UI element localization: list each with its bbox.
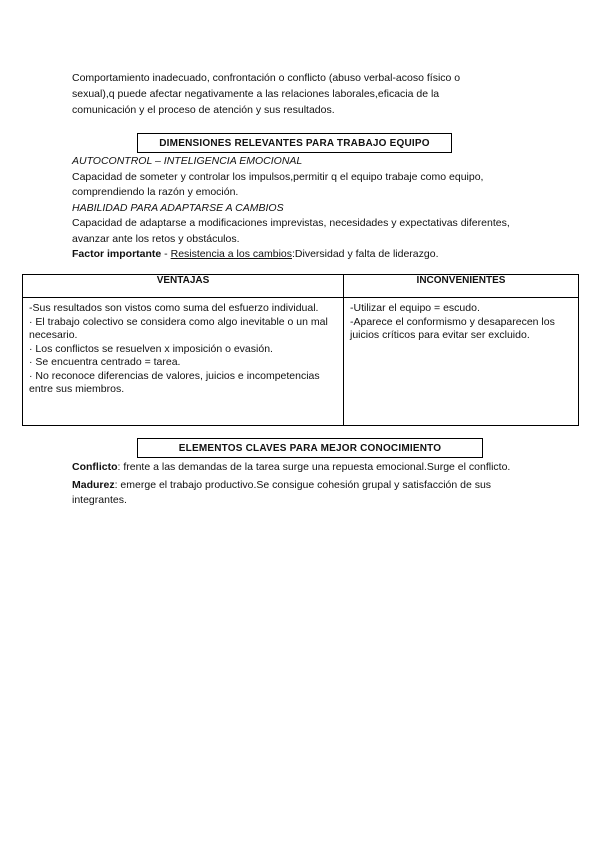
factor-underlined: Resistencia a los cambios [170,248,292,260]
inconvenientes-cell [344,298,579,426]
list-item: · Los conflictos se resuelven x imposición o evasión. [29,342,273,355]
inconvenientes-list [350,302,574,343]
conflicto-text: : frente a las demandas de la tarea surge una repuesta emocional.Surge el conflicto. [117,461,511,473]
conflicto-label: Conflicto [72,461,118,473]
header-inconvenientes: INCONVENIENTES [344,275,579,298]
factor-separator: - [161,248,171,260]
ventajas-inconvenientes-table [22,274,579,426]
list-item: · No reconoce diferencias de valores, juicios e incompetencias entre sus miembros. [29,369,320,395]
intro-paragraph: Comportamiento inadecuado, confrontación o conflicto (abuso verbal-acoso físico o sexual),q puede afectar negativamente a las relaciones laborales,eficacia de la comunicación y el proceso de atención y sus resultados. [72,72,461,116]
table-row [23,298,579,426]
list-item: · Se encuentra centrado = tarea. [29,356,181,368]
autocontrol-text: Capacidad de someter y controlar los impulsos,permitir q el equipo trabaje como equipo, comprendiendo la razón y emoción. [72,170,484,198]
list-item: -Aparece el conformismo y desaparecen los juicios críticos para evitar ser excluido. [350,315,555,341]
table-header-row [23,275,579,298]
list-item: · El trabajo colectivo se considera como algo inevitable o un mal necesario. [29,315,328,341]
list-item: -Utilizar el equipo = escudo. [350,302,480,314]
conflicto-paragraph [72,460,522,476]
madurez-text: : emerge el trabajo productivo.Se consigue cohesión grupal y satisfacción de sus integrantes. [72,478,492,506]
ventajas-cell [23,298,344,426]
madurez-paragraph [72,478,522,509]
section-title-elementos: ELEMENTOS CLAVES PARA MEJOR CONOCIMIENTO [137,438,483,458]
ventajas-list [29,302,339,397]
factor-line [72,247,532,263]
subheading-autocontrol: AUTOCONTROL – INTELIGENCIA EMOCIONAL [72,155,303,167]
subheading-habilidad: HABILIDAD PARA ADAPTARSE A CAMBIOS [72,201,284,214]
header-ventajas: VENTAJAS [23,275,344,298]
dimensiones-section [72,154,532,263]
factor-rest: :Diversidad y falta de liderazgo. [292,248,439,260]
section-title-dimensiones: DIMENSIONES RELEVANTES PARA TRABAJO EQUIPO [137,133,452,153]
madurez-label: Madurez [72,478,115,491]
habilidad-text: Capacidad de adaptarse a modificaciones imprevistas, necesidades y expectativas diferentes, avanzar ante los retos y obstáculos. [72,217,510,245]
factor-label: Factor importante [72,248,162,260]
elementos-section [72,460,522,509]
list-item: -Sus resultados son vistos como suma del esfuerzo individual. [29,302,319,314]
